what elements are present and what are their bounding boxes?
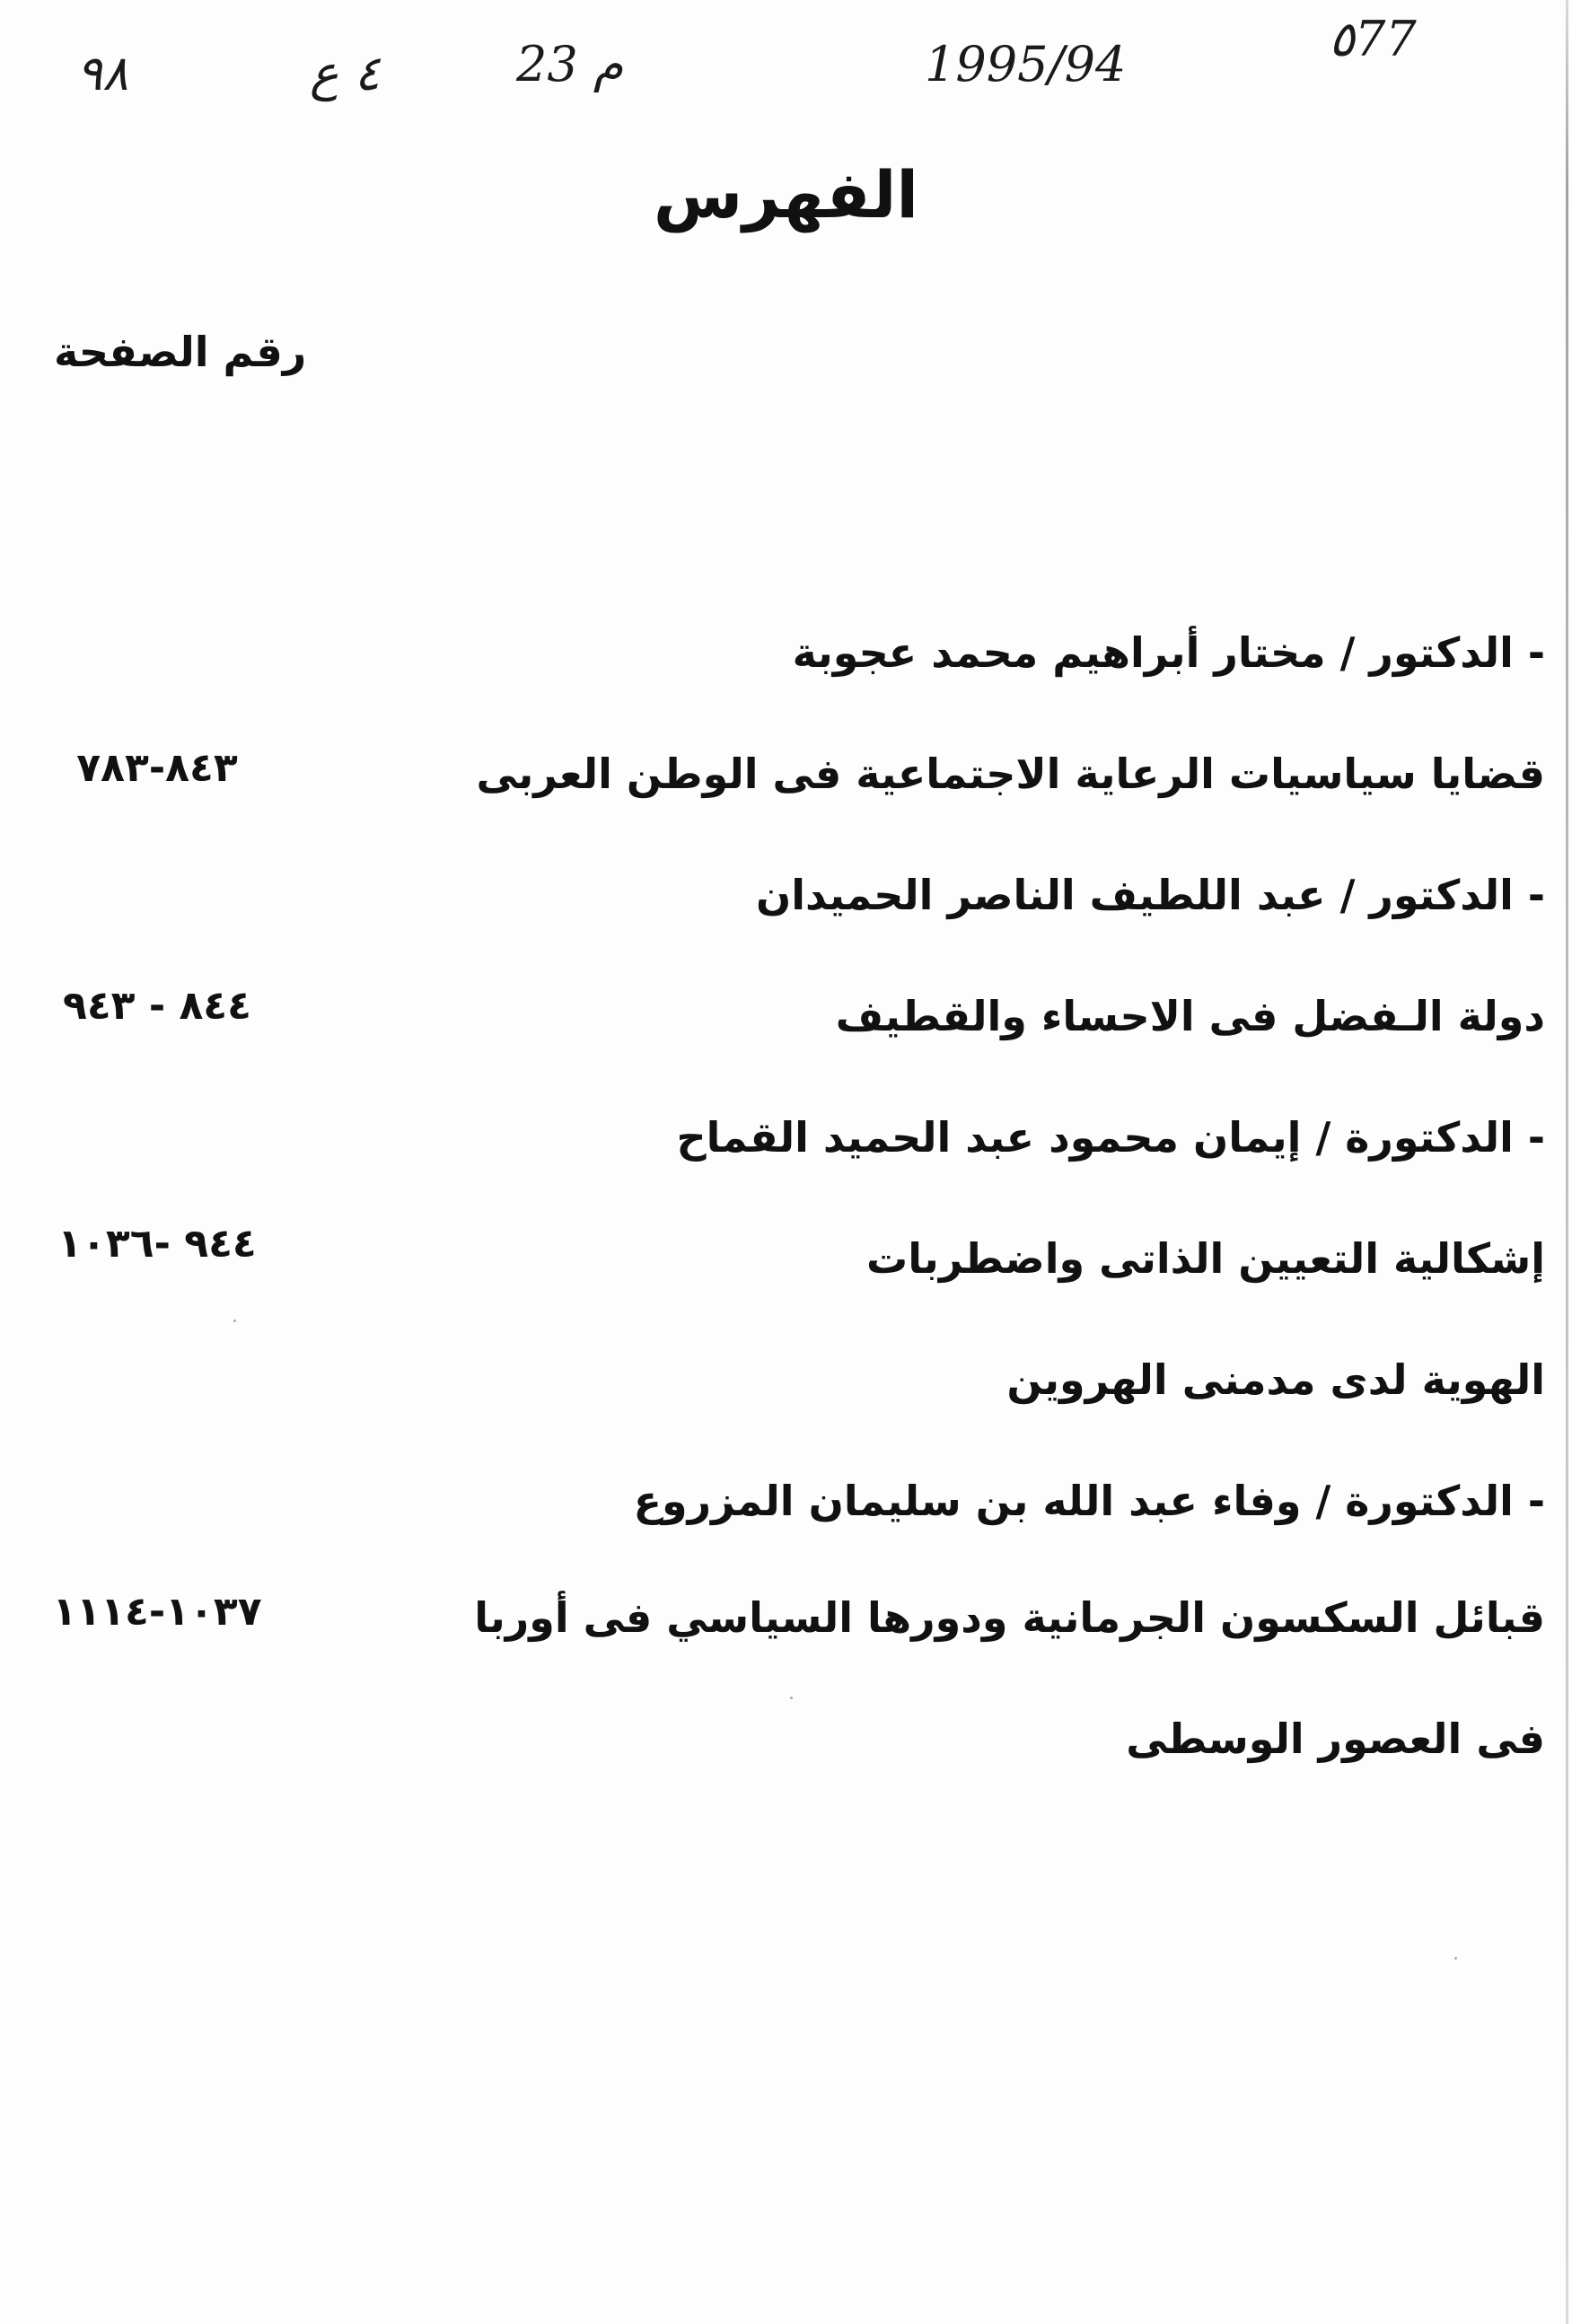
- handwritten-note-mid: 23 م: [516, 36, 624, 92]
- entry-author: - الدكتورة / وفاء عبد الله بن سليمان المزروع: [633, 1477, 1545, 1525]
- entry-title: دولة الـفضل فى الاحساء والقطيف: [835, 992, 1545, 1040]
- entry-pages: ٨٤٣-٧٨٣: [76, 745, 238, 791]
- scan-speck: [1454, 1957, 1457, 1960]
- entry-pages: ٨٤٤ - ٩٤٣: [62, 983, 252, 1029]
- handwritten-note-top-right: ٥77: [1329, 11, 1417, 67]
- entry-title-continued: الهوية لدى مدمنى الهروين: [1006, 1355, 1545, 1404]
- entry-pages: ١٠٣٧-١١١٤: [52, 1589, 262, 1635]
- entry-author: - الدكتور / مختار أبراهيم محمد عجوبة: [792, 628, 1545, 677]
- entry-title: إشكالية التعيين الذاتى واضطربات: [866, 1234, 1545, 1283]
- entry-title-continued: فى العصور الوسطى: [1126, 1714, 1545, 1763]
- scan-edge-shadow: [1566, 0, 1568, 2324]
- handwritten-note-top-left: ٩٨: [76, 45, 129, 101]
- handwritten-note-year: 1995/94: [925, 36, 1127, 92]
- scan-speck: [790, 1697, 793, 1699]
- scan-speck: [233, 1320, 236, 1322]
- page-title: الفهرس: [653, 157, 919, 232]
- handwritten-note-mid-left: ٤ ع: [310, 45, 381, 101]
- entry-pages: ٩٤٤ -١٠٣٦: [57, 1221, 257, 1267]
- entry-author: - الدكتورة / إيمان محمود عبد الحميد القماح: [676, 1113, 1545, 1162]
- entry-title: قضايا سياسيات الرعاية الاجتماعية فى الوطن العربى: [476, 750, 1545, 798]
- entry-author: - الدكتور / عبد اللطيف الناصر الحميدان: [756, 871, 1545, 919]
- entry-title: قبائل السكسون الجرمانية ودورها السياسي فى أوربا: [474, 1593, 1545, 1642]
- page-number-column-header: رقم الصفحة: [54, 328, 307, 376]
